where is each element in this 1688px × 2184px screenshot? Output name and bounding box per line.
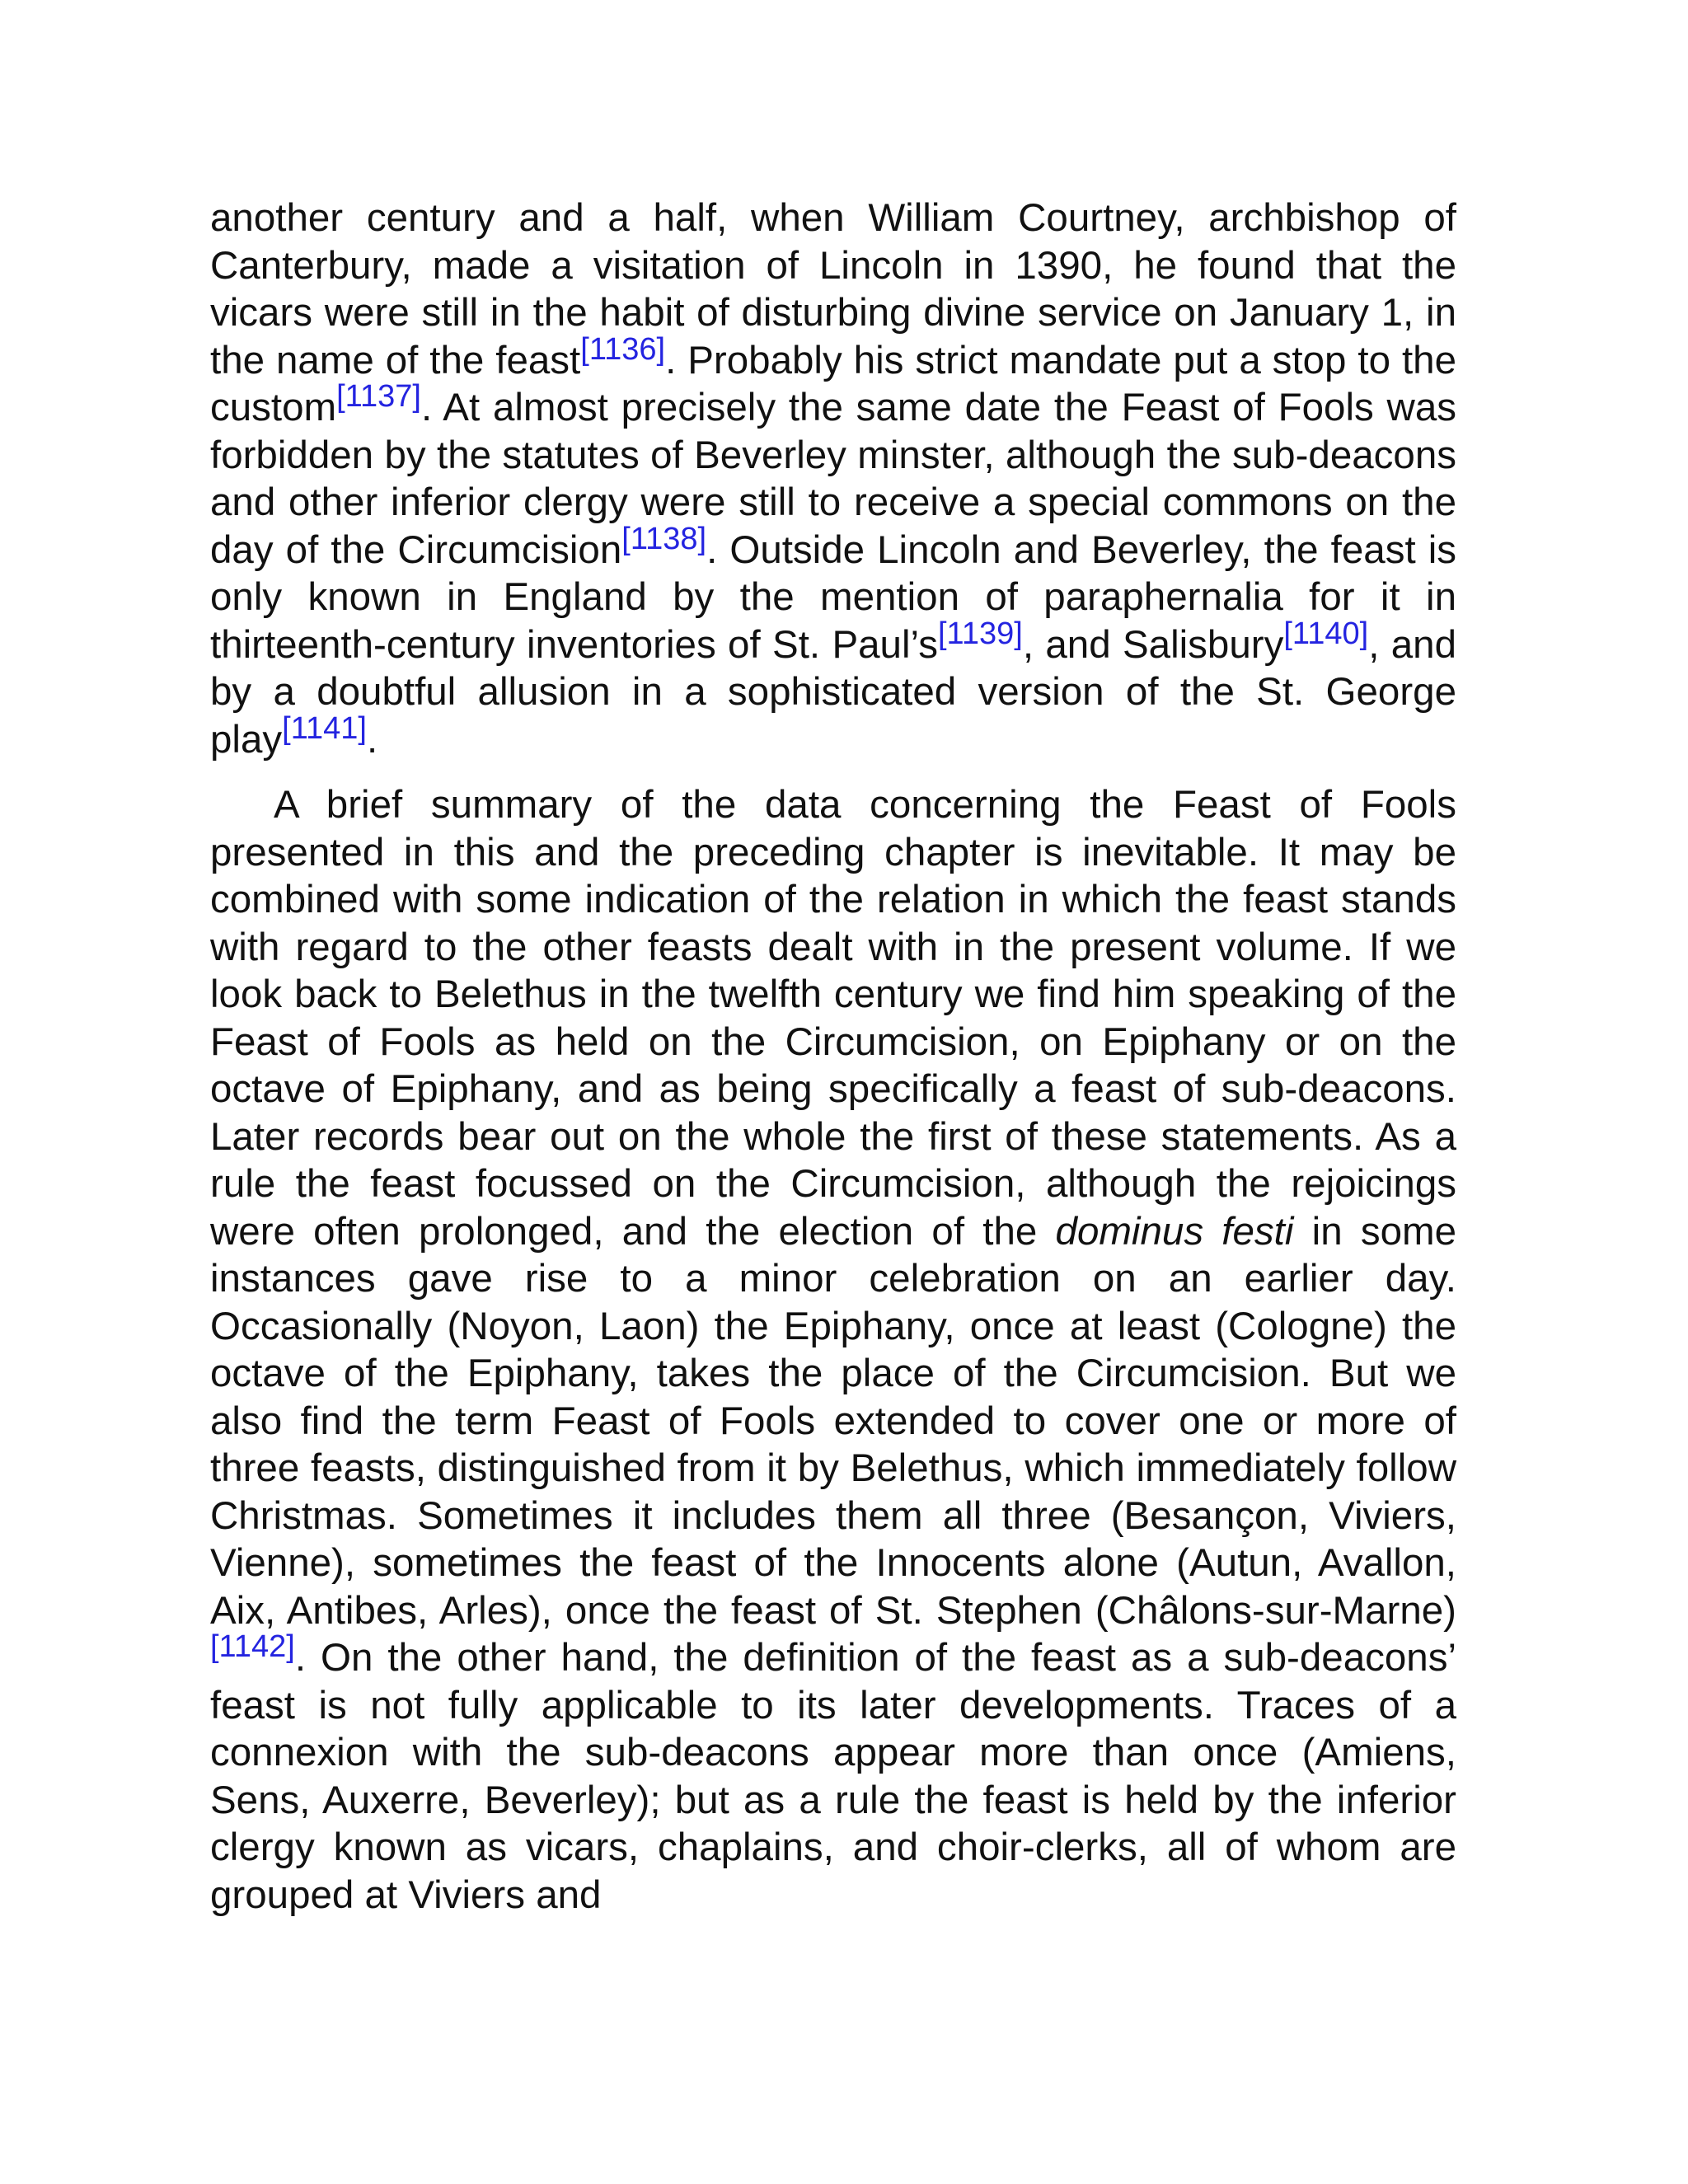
paragraph-1 (210, 194, 1456, 763)
paragraph-text: . Outside Lincoln and Beverley, the feast is only known in England by the mention of paraphernalia for it in thirteenth-century inventories of St. Paul’s (210, 527, 1456, 667)
page-body (210, 194, 1456, 1919)
italic-term: dominus festi (1055, 1209, 1294, 1254)
paragraph-text: , and Salisbury (1022, 622, 1284, 667)
footnote-link-1139[interactable]: [1139] (937, 616, 1023, 651)
paragraph-text: . On the other hand, the definition of the feast as a sub-deacons’ feast is not fully applicable to its later developments. Traces of a connexion with the sub-deacons appear more than once (Amiens, Sens, Auxerre, Beverley); but as a rule the feast is held by the inferior clergy known as vicars, chaplains, and choir-clerks, all of whom are grouped at Viviers and (210, 1636, 1456, 1917)
footnote-link-1141[interactable]: [1141] (282, 710, 367, 746)
paragraph-text: A brief summary of the data concerning the Feast of Fools presented in this and the preceding chapter is inevitable. It may be combined with some indication of the relation in which the feast stands with regard to the other feasts dealt with in the present volume. If we look back to Belethus in the twelfth century we find him speaking of the Feast of Fools as held on the Circumcision, on Epiphany or on the octave of Epiphany, and as being specifically a feast of sub-deacons. Later records bear out on the whole the first of these statements. As a rule the feast focussed on the Circumcision, although the rejoicings were often prolonged, and the election of the (210, 783, 1456, 1254)
paragraph-text: another century and a half, when William Courtney, archbishop of Canterbury, made a visitation of Lincoln in 1390, he found that the vicars were still in the habit of disturbing divine service on January 1, in the name of the feast (210, 196, 1456, 382)
paragraph-text: in some instances gave rise to a minor celebration on an earlier day. Occasionally (Noyon, Laon) the Epiphany, once at least (Cologne) the octave of the Epiphany, takes the place of the Circumcision. But we also find the term Feast of Fools extended to cover one or more of three feasts, distinguished from it by Belethus, which immediately follow Christmas. Sometimes it includes them all three (Besançon, Viviers, Vienne), sometimes the feast of the Innocents alone (Autun, Avallon, Aix, Antibes, Arles), once the feast of St. Stephen (Châlons-sur-Marne) (210, 1209, 1456, 1633)
paragraph-text: . (366, 717, 378, 762)
footnote-link-1137[interactable]: [1137] (336, 379, 421, 414)
paragraph-text: . Probably his strict mandate put a stop to the custom (210, 338, 1457, 429)
footnote-link-1140[interactable]: [1140] (1283, 616, 1369, 651)
paragraph-text: , and by a doubtful allusion in a sophisticated version of the St. George play (210, 622, 1456, 762)
footnote-link-1142[interactable]: [1142] (210, 1629, 295, 1664)
paragraph-2 (210, 781, 1456, 1919)
footnote-link-1136[interactable]: [1136] (580, 331, 666, 367)
paragraph-text: . At almost precisely the same date the Feast of Fools was forbidden by the statutes of Beverley minster, although the sub-deacons and other inferior clergy were still to receive a special commons on the day of the Circumcision (210, 386, 1456, 572)
footnote-link-1138[interactable]: [1138] (621, 521, 707, 556)
